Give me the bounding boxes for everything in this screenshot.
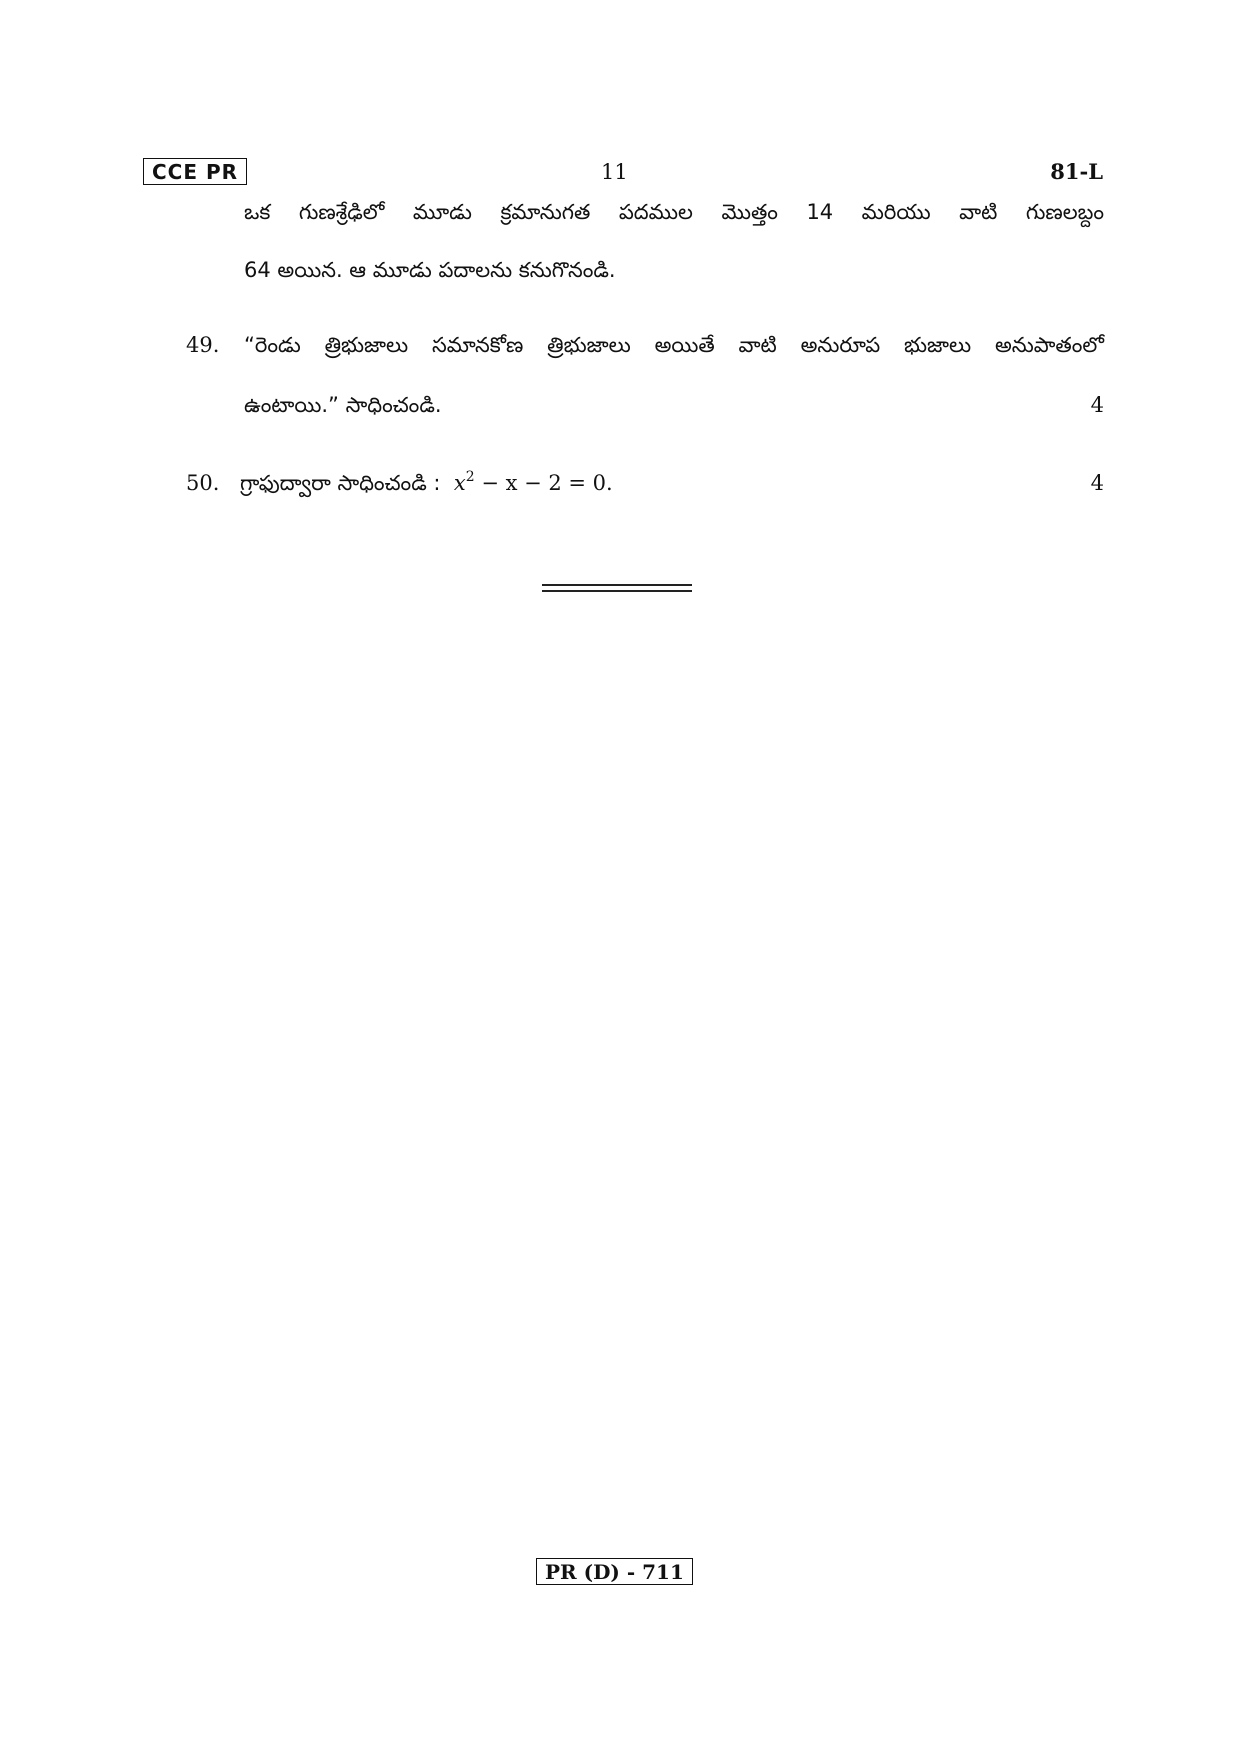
question-50-number: 50. <box>186 471 220 495</box>
question-49-marks: 4 <box>1090 393 1104 417</box>
question-49-line-2: ఉంటాయి.” సాధించండి. <box>244 393 442 417</box>
carryover-line-1: ఒక గుణశ్రేఢిలో మూడు క్రమానుగత పదముల మొత్తం 14 మరియు వాటి గుణలబ్దం <box>244 200 1104 224</box>
equation-exponent: 2 <box>465 469 475 485</box>
carryover-line-2: 64 అయిన. ఆ మూడు పదాలను కనుగొనండి. <box>244 258 616 282</box>
question-50-equation <box>447 471 613 495</box>
paper-code: 81-L <box>1050 159 1103 184</box>
page-header <box>143 158 1103 188</box>
question-50-text-line <box>240 468 613 501</box>
footer-code: PR (D) - 711 <box>536 1558 693 1585</box>
end-rule-top <box>542 584 692 586</box>
equation-rest: − x − 2 = 0. <box>481 471 613 495</box>
cce-pr-label: CCE PR <box>143 158 247 185</box>
equation-variable: x <box>453 471 466 495</box>
question-50-marks: 4 <box>1090 471 1104 495</box>
question-50-text: గ్రాఫుద్వారా సాధించండి : <box>240 471 441 495</box>
question-49-line-1: “రెండు త్రిభుజాలు సమానకోణ త్రిభుజాలు అయితే వాటి అనురూప భుజాలు అనుపాతంలో <box>244 333 1104 357</box>
page-number: 11 <box>601 160 628 184</box>
question-49-number: 49. <box>186 333 220 357</box>
end-rule-bottom <box>542 590 692 592</box>
